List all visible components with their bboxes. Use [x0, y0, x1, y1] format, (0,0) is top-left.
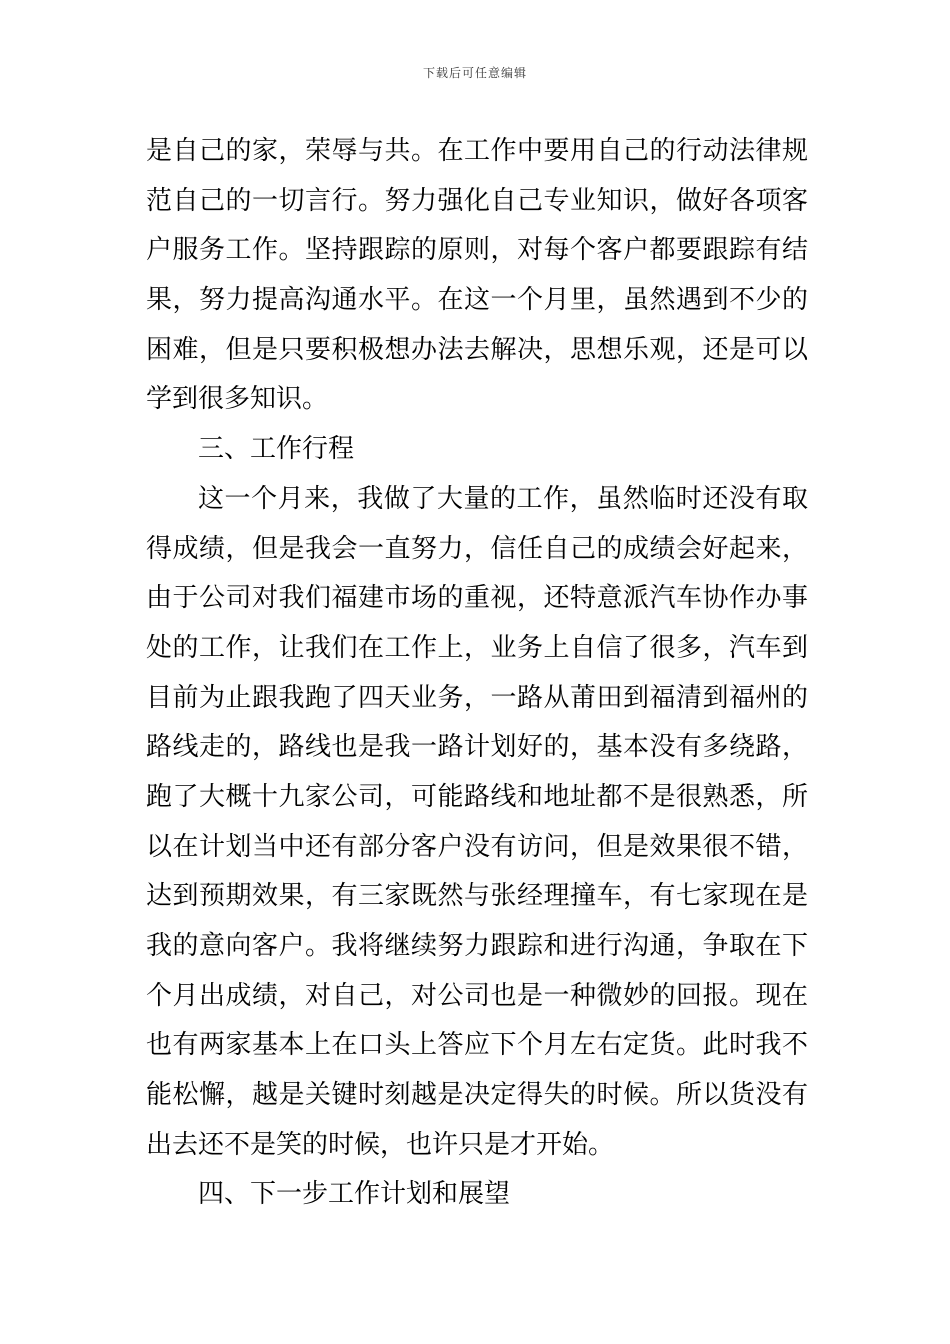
text-line: 果，努力提高沟通水平。在这一个月里，虽然遇到不少的	[146, 285, 808, 316]
text-line: 困难，但是只要积极想办法去解决，思想乐观，还是可以	[146, 334, 808, 365]
text-line: 得成绩，但是我会一直努力，信任自己的成绩会好起来，	[146, 533, 808, 564]
text-line: 由于公司对我们福建市场的重视，还特意派汽车协作办事	[146, 583, 808, 614]
text-line: 是自己的家，荣辱与共。在工作中要用自己的行动法律规	[146, 136, 808, 166]
text-line: 这一个月来，我做了大量的工作，虽然临时还没有取	[198, 483, 808, 514]
text-line: 路线走的，路线也是我一路计划好的，基本没有多绕路，	[146, 732, 808, 763]
text-line: 跑了大概十九家公司，可能路线和地址都不是很熟悉，所	[146, 781, 808, 812]
section-heading-next-plan: 四、下一步工作计划和展望	[198, 1179, 511, 1210]
text-line: 我的意向客户。我将继续努力跟踪和进行沟通，争取在下	[146, 931, 808, 961]
text-line: 也有两家基本上在口头上答应下个月左右定货。此时我不	[146, 1030, 808, 1061]
text-line: 范自己的一切言行。努力强化自己专业知识，做好各项客	[146, 185, 808, 216]
section-heading-work-itinerary: 三、工作行程	[198, 434, 355, 465]
text-line: 户服务工作。坚持跟踪的原则，对每个客户都要跟踪有结	[146, 235, 808, 266]
text-line: 能松懈，越是关键时刻越是决定得失的时候。所以货没有	[146, 1080, 808, 1111]
text-line: 以在计划当中还有部分客户没有访问，但是效果很不错，	[146, 831, 808, 862]
text-line: 出去还不是笑的时候，也许只是才开始。	[146, 1129, 615, 1160]
paragraph-work-itinerary	[146, 475, 808, 1171]
document-body	[146, 127, 808, 1220]
paragraph-continued	[146, 127, 808, 425]
text-line: 处的工作，让我们在工作上，业务上自信了很多，汽车到	[146, 632, 808, 663]
text-line: 达到预期效果，有三家既然与张经理撞车，有七家现在是	[146, 881, 808, 912]
text-line: 个月出成绩，对自己，对公司也是一种微妙的回报。现在	[146, 980, 808, 1011]
text-line: 目前为止跟我跑了四天业务，一路从莆田到福清到福州的	[146, 682, 808, 713]
page-header: 下载后可任意编辑	[422, 66, 527, 80]
text-line: 学到很多知识。	[146, 384, 329, 415]
